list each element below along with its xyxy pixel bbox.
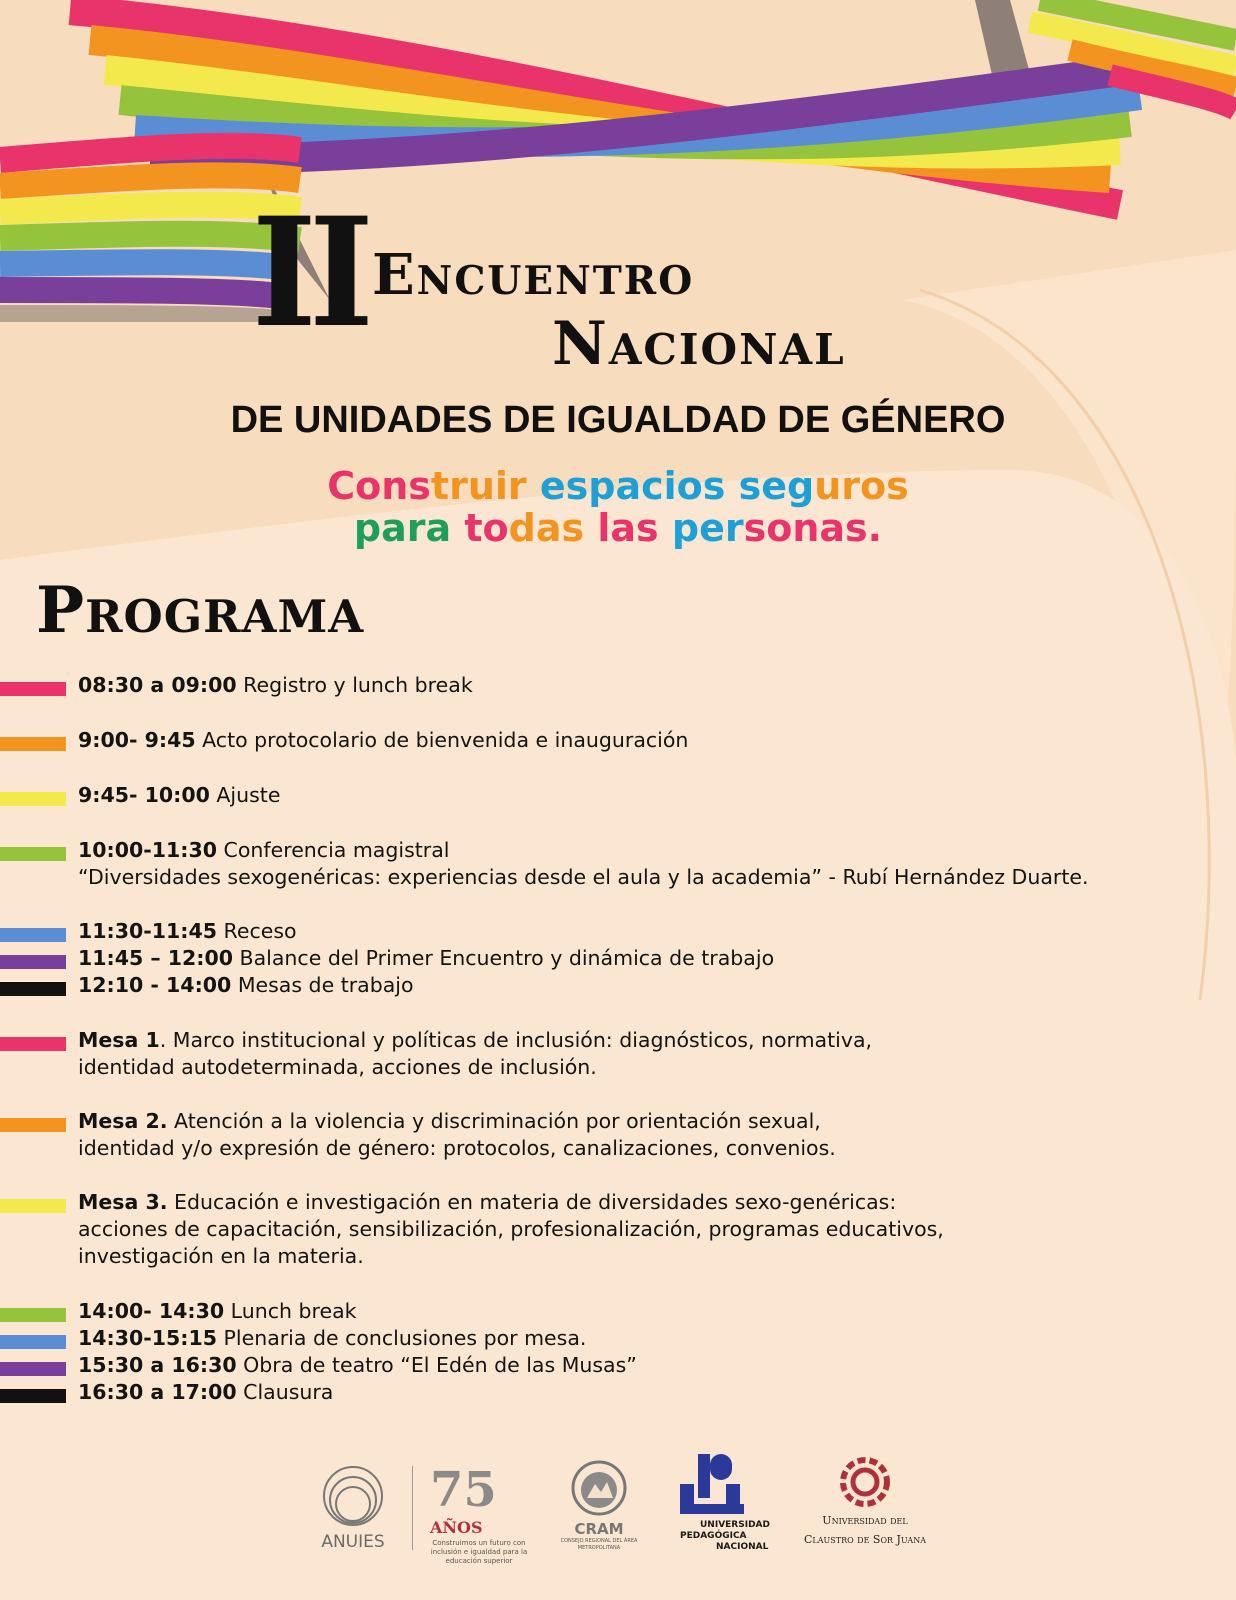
schedule-description: Balance del Primer Encuentro y dinámica de trabajo bbox=[233, 946, 775, 970]
color-bar bbox=[0, 982, 66, 996]
schedule-description: Ajuste bbox=[209, 783, 281, 807]
color-bar bbox=[0, 1118, 66, 1132]
cram-tagline: CONSEJO REGIONAL DEL ÁREA METROPOLITANA bbox=[560, 1538, 638, 1551]
schedule-line bbox=[78, 837, 1228, 864]
event-subtitle: DE UNIDADES DE IGUALDAD DE GÉNERO bbox=[230, 399, 1006, 441]
anuies-emblem-icon bbox=[318, 1462, 388, 1526]
schedule-time: Mesa 2. bbox=[78, 1109, 168, 1133]
schedule-time: 15:30 a 16:30 bbox=[78, 1353, 237, 1377]
schedule-line: identidad autodeterminada, acciones de inclusión. bbox=[78, 1055, 597, 1079]
schedule-line bbox=[78, 1027, 1228, 1054]
event-slogan bbox=[0, 465, 1236, 549]
anuies-label: ANUIES bbox=[321, 1532, 385, 1552]
schedule-line bbox=[78, 1189, 1228, 1216]
logo-divider bbox=[412, 1466, 413, 1550]
color-bar bbox=[0, 955, 66, 969]
schedule-line: “Diversidades sexogenéricas: experiencias desde el aula y la academia” - Rubí Hernández Duarte. bbox=[78, 865, 1089, 889]
schedule-description: Obra de teatro “El Edén de las Musas” bbox=[236, 1353, 637, 1377]
schedule-text bbox=[78, 1189, 1228, 1270]
schedule-line bbox=[78, 918, 1228, 945]
schedule-time: Mesa 1 bbox=[78, 1028, 160, 1052]
slogan-segment: las bbox=[597, 506, 672, 550]
75-anos-logo bbox=[430, 1462, 530, 1565]
color-bar bbox=[0, 1362, 66, 1376]
slogan-segment: seg bbox=[738, 464, 815, 508]
schedule-description: Educación e investigación en materia de diversidades sexo-genéricas: bbox=[167, 1190, 897, 1214]
slogan-segment: para bbox=[353, 506, 465, 550]
schedule-time: 11:45 – 12:00 bbox=[78, 946, 234, 970]
schedule-text bbox=[78, 672, 1228, 699]
schedule-line bbox=[78, 1108, 1228, 1135]
ucsj-logo bbox=[802, 1456, 928, 1556]
schedule-text bbox=[78, 972, 1228, 999]
title-word-encuentro: Encuentro bbox=[372, 242, 695, 308]
schedule-time: 9:45- 10:00 bbox=[78, 783, 210, 807]
schedule-text bbox=[78, 1298, 1228, 1325]
slogan-segment: espacios bbox=[539, 464, 739, 508]
sponsor-logos bbox=[0, 1440, 1236, 1600]
schedule-line: identidad y/o expresión de género: protocolos, canalizaciones, convenios. bbox=[78, 1136, 836, 1160]
anuies-logo bbox=[318, 1462, 388, 1554]
programa-heading: Programa bbox=[36, 573, 365, 648]
anniversary-number: 75 bbox=[430, 1462, 497, 1518]
color-bar bbox=[0, 1037, 66, 1051]
schedule-line bbox=[78, 945, 1228, 972]
cram-emblem-icon bbox=[569, 1458, 629, 1516]
schedule-text bbox=[78, 1027, 1228, 1081]
schedule-description: . Marco institucional y políticas de inclusión: diagnósticos, normativa, bbox=[159, 1028, 873, 1052]
schedule-description: Registro y lunch break bbox=[236, 673, 473, 697]
schedule-time: 11:30-11:45 bbox=[78, 919, 218, 943]
schedule-text bbox=[78, 918, 1228, 945]
color-bar bbox=[0, 1199, 66, 1213]
anniversary-tagline: Construimos un futuro con inclusión e igualdad para la educación superior bbox=[430, 1539, 528, 1565]
schedule-time: 08:30 a 09:00 bbox=[78, 673, 237, 697]
ucsj-emblem-icon bbox=[839, 1456, 891, 1508]
title-word-nacional: Nacional bbox=[552, 309, 846, 379]
color-bar bbox=[0, 847, 66, 861]
schedule-text bbox=[78, 1108, 1228, 1162]
slogan-segment: Cons bbox=[327, 464, 431, 508]
schedule-line bbox=[78, 782, 1228, 809]
schedule-time: Mesa 3. bbox=[78, 1190, 168, 1214]
schedule-time: 10:00-11:30 bbox=[78, 838, 218, 862]
schedule-description: Acto protocolario de bienvenida e inauguración bbox=[195, 728, 689, 752]
color-bar bbox=[0, 1335, 66, 1349]
schedule-line bbox=[78, 1352, 1228, 1379]
cram-label: CRAM bbox=[574, 1520, 624, 1538]
upn-logo bbox=[680, 1454, 790, 1554]
schedule-line bbox=[78, 972, 1228, 999]
color-bar bbox=[0, 928, 66, 942]
schedule-text bbox=[78, 945, 1228, 972]
slogan-segment: das bbox=[508, 506, 598, 550]
schedule-line: investigación en la materia. bbox=[78, 1244, 364, 1268]
upn-emblem-icon bbox=[680, 1454, 746, 1516]
slogan-segment: uros bbox=[814, 464, 909, 508]
anniversary-word: AÑOS bbox=[430, 1518, 483, 1537]
schedule-description: Clausura bbox=[236, 1380, 334, 1404]
schedule-text bbox=[78, 1379, 1228, 1406]
slogan-segment: sonas. bbox=[743, 506, 883, 550]
schedule-text bbox=[78, 782, 1228, 809]
slogan-segment: truir bbox=[430, 464, 540, 508]
schedule-time: 9:00- 9:45 bbox=[78, 728, 196, 752]
color-bar bbox=[0, 682, 66, 696]
schedule-text bbox=[78, 727, 1228, 754]
ucsj-line-2: Claustro de Sor Juana bbox=[804, 1533, 926, 1546]
color-bar bbox=[0, 1308, 66, 1322]
slogan-segment: to bbox=[464, 506, 509, 550]
slogan-segment: per bbox=[671, 506, 744, 550]
schedule-line bbox=[78, 1379, 1228, 1406]
schedule-text bbox=[78, 837, 1228, 891]
schedule-time: 12:10 - 14:00 bbox=[78, 973, 232, 997]
schedule-description: Atención a la violencia y discriminación por orientación sexual, bbox=[167, 1109, 821, 1133]
color-bar bbox=[0, 1389, 66, 1403]
schedule-line bbox=[78, 727, 1228, 754]
schedule-description: Receso bbox=[217, 919, 297, 943]
schedule-description: Conferencia magistral bbox=[217, 838, 450, 862]
schedule-line bbox=[78, 1298, 1228, 1325]
schedule-line: acciones de capacitación, sensibilización, profesionalización, programas educativos, bbox=[78, 1217, 944, 1241]
schedule-description: Plenaria de conclusiones por mesa. bbox=[217, 1326, 587, 1350]
slogan-line-1 bbox=[0, 465, 1236, 507]
color-bar bbox=[0, 737, 66, 751]
schedule-time: 14:30-15:15 bbox=[78, 1326, 218, 1350]
upn-line-1: UNIVERSIDAD bbox=[700, 1520, 770, 1530]
slogan-line-2 bbox=[0, 507, 1236, 549]
schedule-description: Mesas de trabajo bbox=[231, 973, 414, 997]
schedule-time: 14:00- 14:30 bbox=[78, 1299, 225, 1323]
color-bar bbox=[0, 792, 66, 806]
schedule-description: Lunch break bbox=[224, 1299, 357, 1323]
schedule-text bbox=[78, 1325, 1228, 1352]
upn-line-2: PEDAGÓGICA bbox=[680, 1531, 747, 1541]
ucsj-line-1: Universidad del bbox=[822, 1514, 908, 1527]
schedule-line bbox=[78, 672, 1228, 699]
upn-label bbox=[680, 1520, 770, 1553]
cram-logo bbox=[556, 1458, 642, 1554]
schedule-text bbox=[78, 1352, 1228, 1379]
edition-numeral: II bbox=[252, 185, 367, 361]
schedule-time: 16:30 a 17:00 bbox=[78, 1380, 237, 1404]
upn-line-3: NACIONAL bbox=[716, 1542, 769, 1552]
schedule-line bbox=[78, 1325, 1228, 1352]
